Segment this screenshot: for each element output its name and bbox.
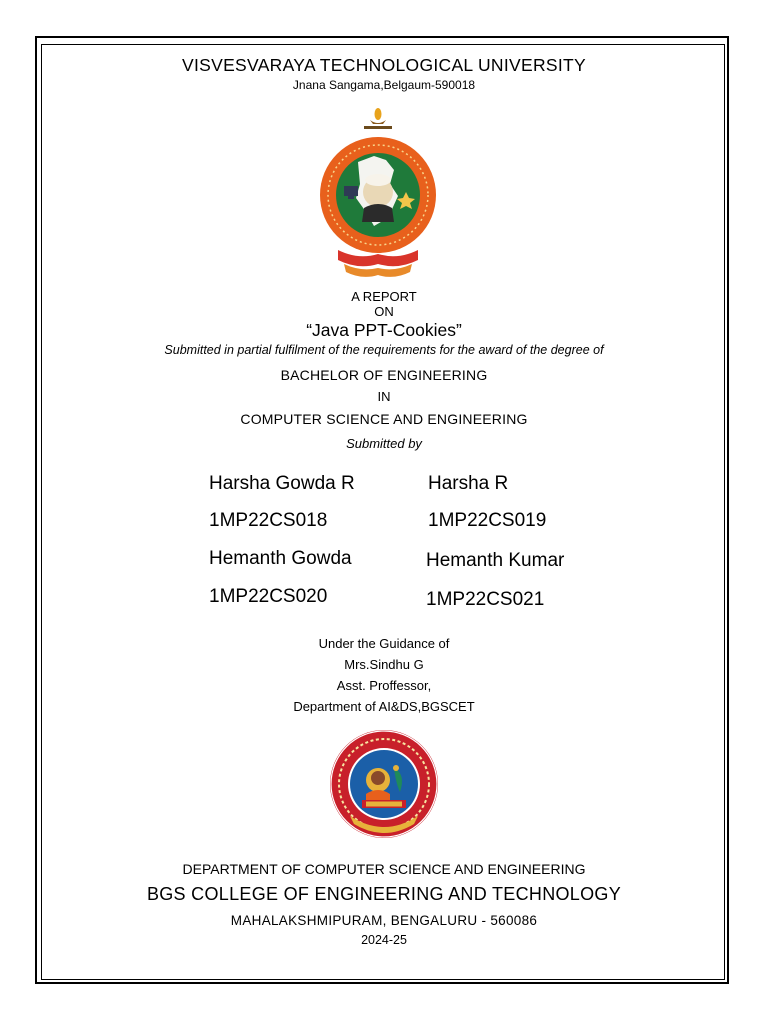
university-name: VISVESVARAYA TECHNOLOGICAL UNIVERSITY <box>182 55 586 75</box>
college-name: BGS COLLEGE OF ENGINEERING AND TECHNOLOGY <box>146 884 622 904</box>
academic-year: 2024-25 <box>361 933 407 947</box>
university-address: Jnana Sangama,Belgaum-590018 <box>292 78 476 92</box>
student-usn: 1MP22CS020 <box>209 586 328 607</box>
student-name: Harsha Gowda R <box>209 473 355 494</box>
guide-name: Mrs.Sindhu G <box>344 657 424 672</box>
student-usn: 1MP22CS021 <box>426 589 545 610</box>
submission-note: Submitted in partial fulfilment of the requirements for the award of the degree of <box>164 343 604 357</box>
guide-department: Department of AI&DS,BGSCET <box>293 699 475 714</box>
student-usn: 1MP22CS019 <box>428 510 547 531</box>
footer-department: DEPARTMENT OF COMPUTER SCIENCE AND ENGINEERING <box>182 861 586 877</box>
degree-name: BACHELOR OF ENGINEERING <box>280 367 488 383</box>
bgs-college-logo <box>328 728 440 840</box>
degree-in: IN <box>377 389 391 404</box>
guide-designation: Asst. Proffessor, <box>336 678 432 693</box>
submitted-by-label: Submitted by <box>346 436 422 451</box>
branch-name: COMPUTER SCIENCE AND ENGINEERING <box>240 411 528 427</box>
student-name: Harsha R <box>428 473 509 494</box>
report-title: “Java PPT-Cookies” <box>306 320 462 340</box>
student-name: Hemanth Kumar <box>426 550 565 571</box>
student-usn: 1MP22CS018 <box>209 510 328 531</box>
guidance-label: Under the Guidance of <box>318 636 450 651</box>
college-address: MAHALAKSHMIPURAM, BENGALURU - 560086 <box>230 913 538 928</box>
report-line-1: A REPORT <box>351 289 417 304</box>
student-name: Hemanth Gowda <box>209 548 352 569</box>
vtu-logo <box>314 100 442 282</box>
report-line-2: ON <box>374 304 394 319</box>
